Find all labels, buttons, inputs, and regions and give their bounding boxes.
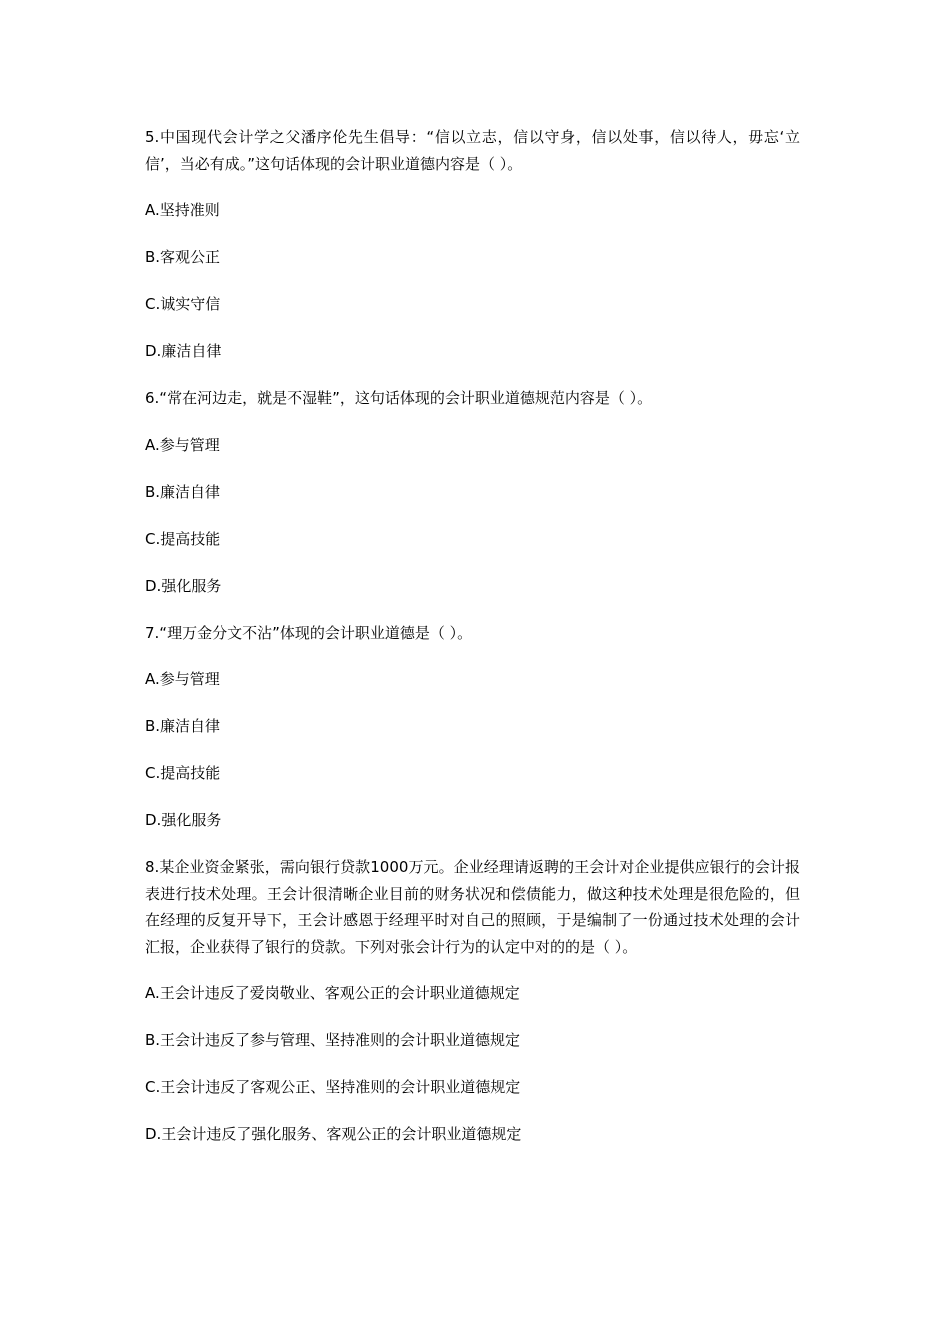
option-b: B.廉洁自律 <box>145 717 221 735</box>
option-c: C.提高技能 <box>145 529 221 548</box>
question-5 <box>145 124 800 365</box>
option-d: D.强化服务 <box>145 811 222 829</box>
option-d: D.王会计违反了强化服务、客观公正的会计职业道德规定 <box>145 1125 522 1143</box>
option-a: A.参与管理 <box>145 670 220 688</box>
question-text: 5.中国现代会计学之父潘序伦先生倡导：“信以立志，信以守身，信以处事，信以待人，毋忘‘立信’，当必有成。”这句话体现的会计职业道德内容是（ ）。 <box>145 128 800 173</box>
option-d: D.强化服务 <box>145 576 222 595</box>
option-a: A.王会计违反了爱岗敬业、客观公正的会计职业道德规定 <box>145 984 520 1002</box>
option-b: B.客观公正 <box>145 248 221 266</box>
question-7 <box>145 620 800 834</box>
question-text: 6.“常在河边走，就是不湿鞋”，这句话体现的会计职业道德规范内容是（ ）。 <box>145 389 653 407</box>
option-b: B.廉洁自律 <box>145 482 221 501</box>
document-page <box>145 124 800 1168</box>
option-a: A.坚持准则 <box>145 201 220 219</box>
question-8 <box>145 854 800 1148</box>
option-d: D.廉洁自律 <box>145 342 222 360</box>
question-text: 7.“理万金分文不沾”体现的会计职业道德是（ ）。 <box>145 623 473 642</box>
question-6 <box>145 385 800 599</box>
question-text: 8.某企业资金紧张，需向银行贷款1000万元。企业经理请返聘的王会计对企业提供应银行的会计报表进行技术处理。王会计很清晰企业目前的财务状况和偿债能力，做这种技术处理是很危险的，但在经理的反复开导下，王会计感恩于经理平时对自己的照顾，于是编制了一份通过技术处理的会计汇报，企业获得了银行的贷款。下列对张会计行为的认定中对的的是（ ）。 <box>145 858 800 956</box>
option-b: B.王会计违反了参与管理、坚持准则的会计职业道德规定 <box>145 1031 521 1049</box>
option-a: A.参与管理 <box>145 435 220 454</box>
option-c: C.诚实守信 <box>145 295 221 313</box>
option-c: C.提高技能 <box>145 764 221 782</box>
option-c: C.王会计违反了客观公正、坚持准则的会计职业道德规定 <box>145 1078 521 1096</box>
